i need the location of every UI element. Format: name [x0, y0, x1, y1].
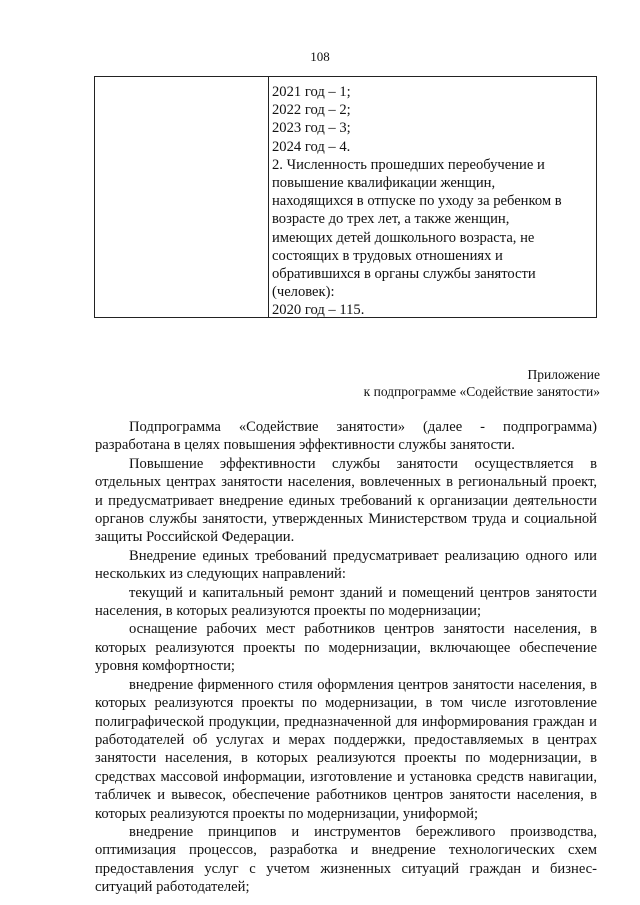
table-column-divider — [268, 77, 269, 317]
table-line: 2023 год – 3; — [272, 120, 351, 137]
table-line: обратившихся в органы службы занятости — [272, 266, 536, 283]
paragraph: Повышение эффективности службы занятости осуществляется в отдельных центрах занятости населения, вовлеченных в региональный проект, и предусматривает внедрение единых требований к организации деятельности органов службы занятости, утвержденных Министерством труда и социальной защиты Российской Федерации. — [95, 455, 597, 546]
appendix-subtitle: к подпрограмме «Содействие занятости» — [363, 384, 600, 399]
paragraph: внедрение фирменного стиля оформления центров занятости населения, в которых реализуются проекты по модернизации, в том числе изготовление полиграфической продукции, предназначенной для информирования граждан и работодателей об услугах и мерах поддержки, предоставляемых в центрах занятости населения, в которых реализуются проекты по модернизации, в средствах массовой информации, изготовление и установка средств навигации, табличек и вывесок, обеспечение работников центров занятости населения, в которых реализуются проекты по модернизации, униформой; — [95, 676, 597, 822]
table-line: состоящих в трудовых отношениях и — [272, 247, 503, 264]
paragraph: внедрение принципов и инструментов бережливого производства, оптимизация процессов, разработка и внедрение технологических схем предоставления услуг с учетом жизненных ситуаций граждан и бизнес-ситуаций работодателей; — [95, 823, 597, 896]
paragraph: Подпрограмма «Содействие занятости» (далее - подпрограмма) разработана в целях повышения эффективности службы занятости. — [95, 419, 597, 454]
page-number: 108 — [310, 49, 330, 64]
table-line: имеющих детей дошкольного возраста, не — [272, 229, 535, 246]
table-line: 2020 год – 115. — [272, 302, 365, 319]
indicator-table — [94, 76, 597, 318]
table-line: находящихся в отпуске по уходу за ребенком в — [272, 193, 562, 210]
table-line: (человек): — [272, 284, 335, 301]
table-line: 2. Численность прошедших переобучение и — [272, 156, 545, 173]
paragraph: текущий и капитальный ремонт зданий и помещений центров занятости населения, в которых реализуются проекты по модернизации; — [95, 584, 597, 620]
table-cell-indicators — [272, 83, 590, 320]
table-line: 2022 год – 2; — [272, 102, 351, 119]
table-line: повышение квалификации женщин, — [272, 175, 496, 192]
paragraph: Внедрение единых требований предусматривает реализацию одного или нескольких из следующих направлений: — [95, 547, 597, 583]
table-line: возрасте до трех лет, а также женщин, — [272, 211, 510, 228]
appendix-heading — [364, 366, 600, 400]
body-text — [95, 418, 597, 897]
paragraph: оснащение рабочих мест работников центров занятости населения, в которых реализуются проекты по модернизации, включающее обеспечение уровня комфортности; — [95, 621, 597, 675]
table-line: 2024 год – 4. — [272, 138, 351, 155]
table-line: 2021 год – 1; — [272, 84, 351, 100]
appendix-title: Приложение — [527, 367, 600, 382]
